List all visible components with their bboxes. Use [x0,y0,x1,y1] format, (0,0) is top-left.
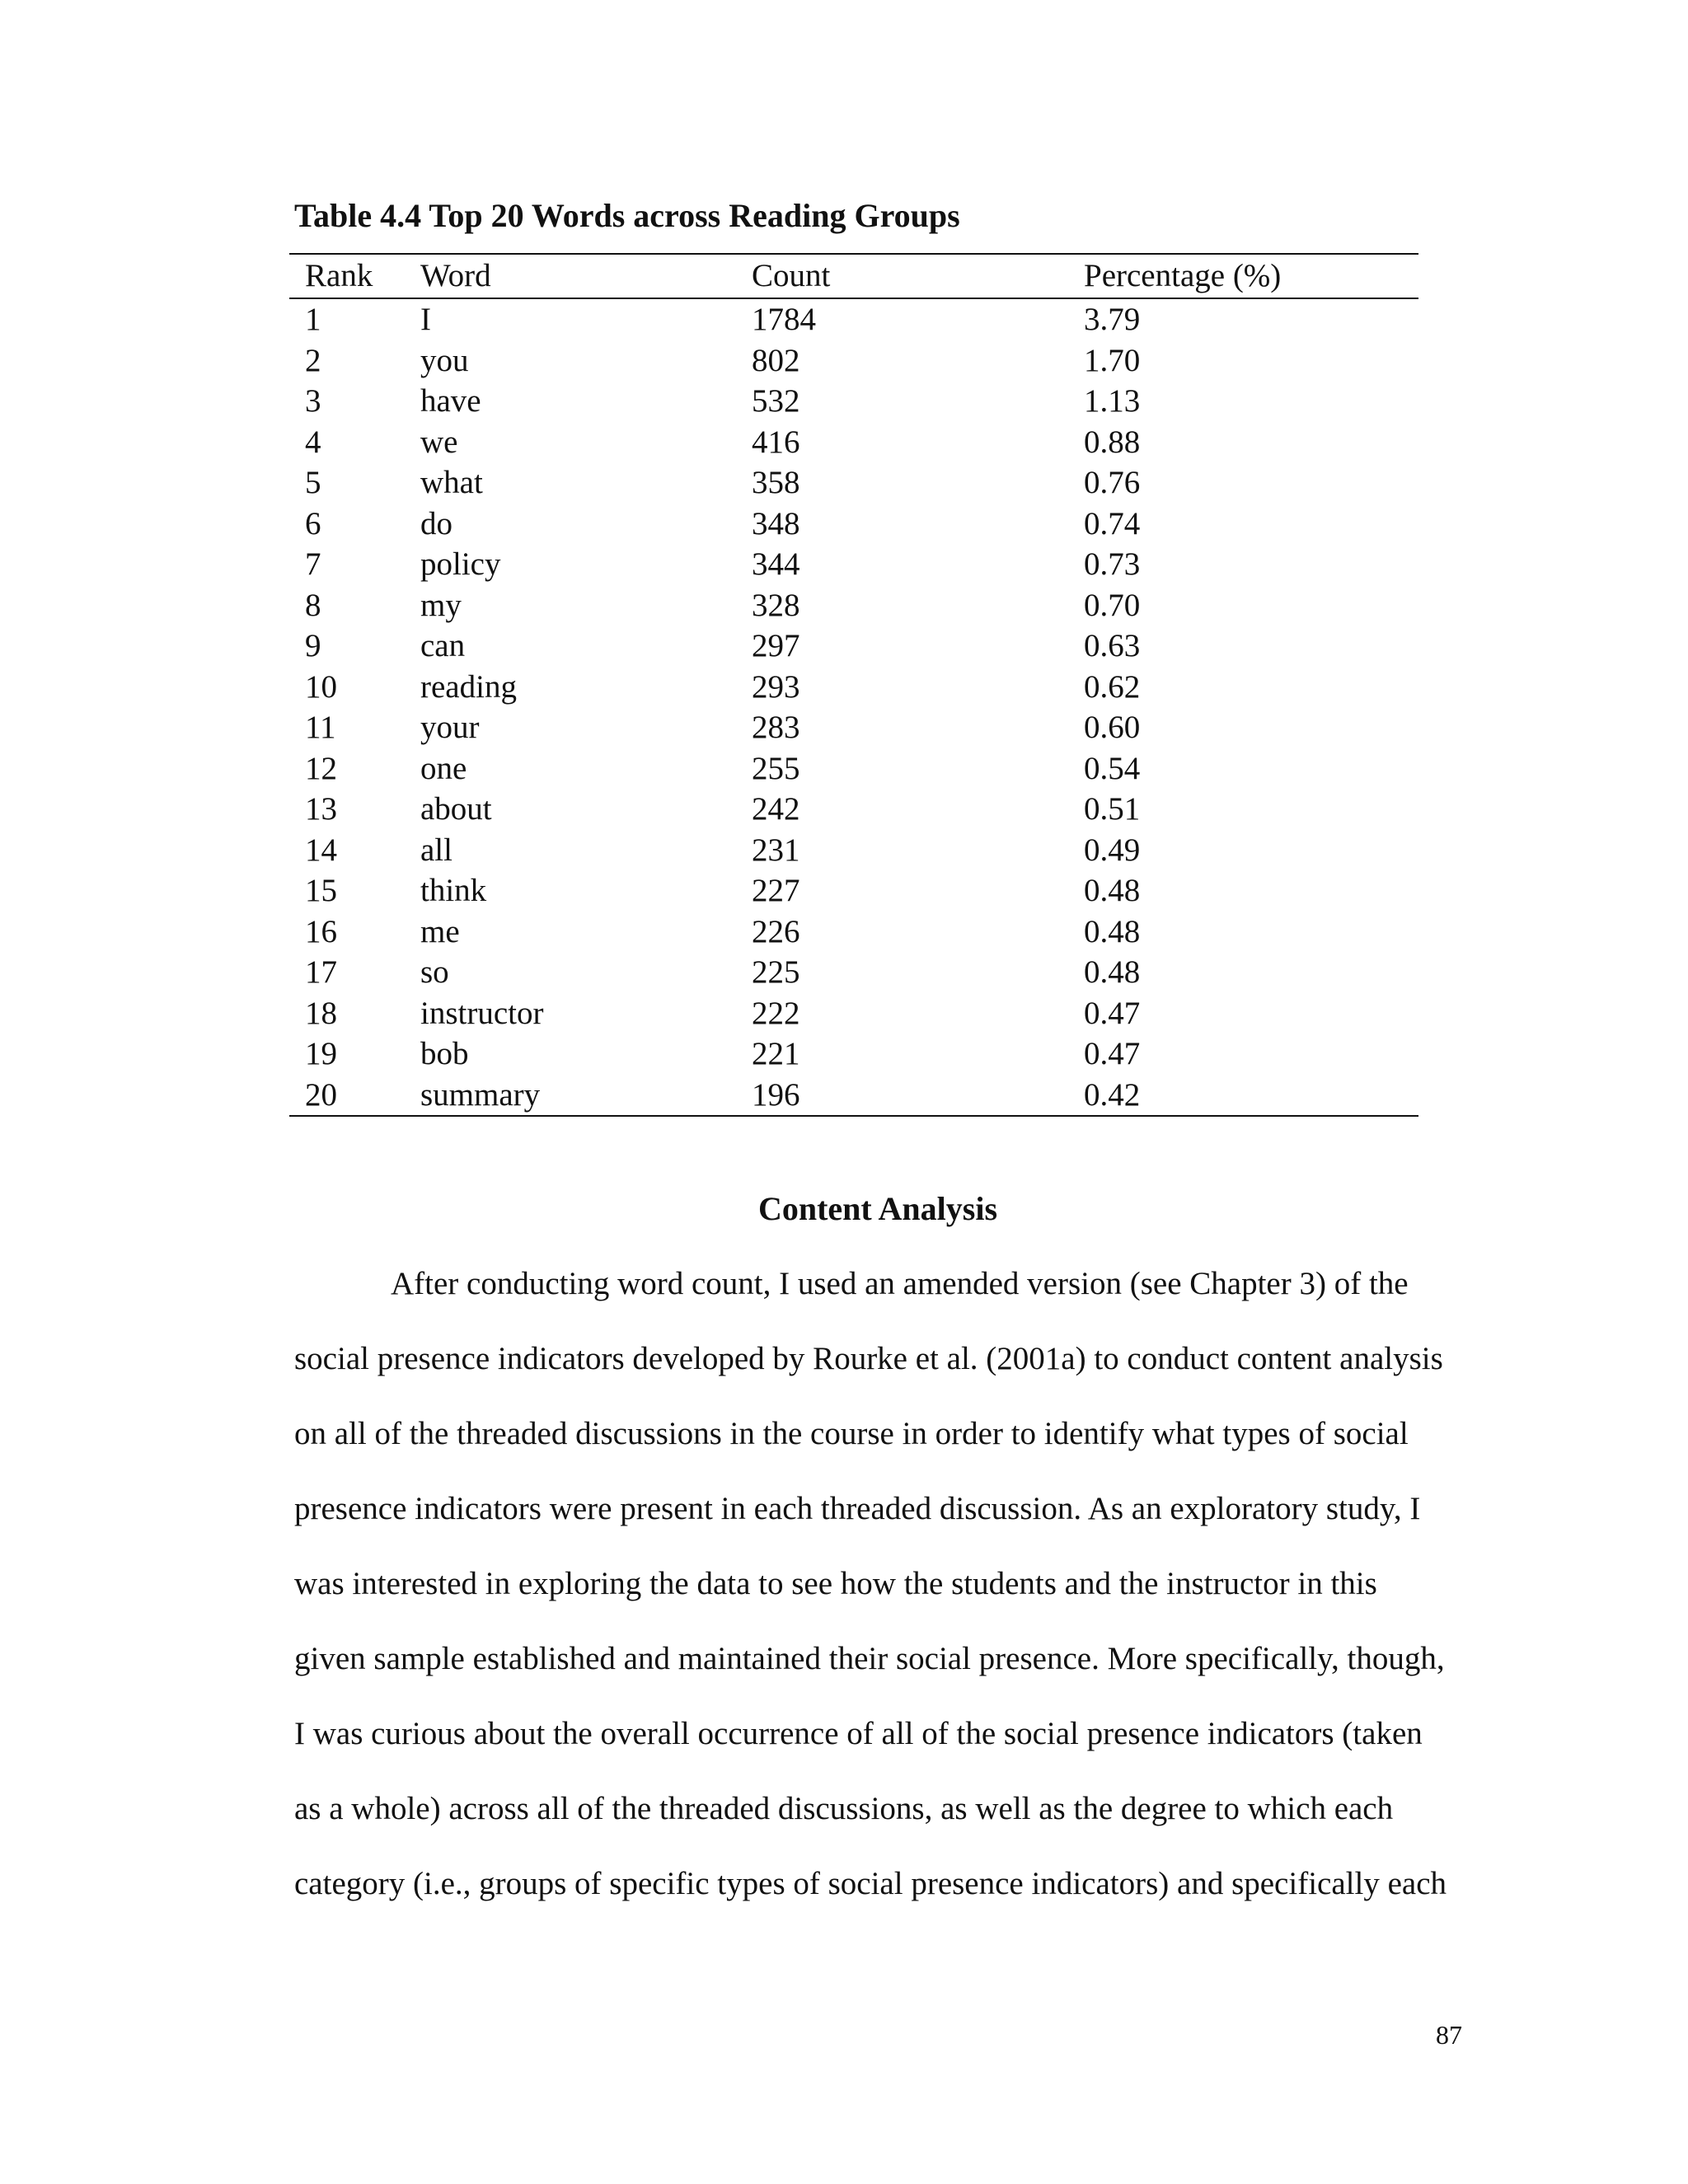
cell-percentage: 0.48 [1084,913,1141,949]
cell-count: 222 [752,995,800,1031]
table-row [289,585,1418,626]
table-row [289,912,1418,953]
cell-word: have [420,383,481,419]
cell-word: policy [420,546,501,582]
table-row [289,462,1418,504]
cell-percentage: 0.70 [1084,587,1141,623]
cell-count: 226 [752,913,800,949]
cell-percentage: 0.42 [1084,1076,1141,1113]
cell-count: 1784 [752,302,816,337]
table-row [289,993,1418,1034]
cell-count: 416 [752,424,800,460]
cell-count: 227 [752,873,800,908]
paragraph-line: social presence indicators developed by Rourke et al. (2001a) to conduct content analysis [294,1341,1443,1376]
cell-count: 348 [752,505,800,541]
cell-rank: 14 [305,832,337,868]
cell-percentage: 1.13 [1084,383,1141,419]
cell-percentage: 0.74 [1084,505,1141,541]
cell-percentage: 3.79 [1084,302,1141,337]
cell-rank: 20 [305,1076,337,1113]
paragraph-line: given sample established and maintained their social presence. More specifically, though, [294,1641,1445,1676]
cell-word: bob [420,1036,469,1071]
cell-percentage: 0.62 [1084,668,1141,705]
table-row [289,789,1418,830]
cell-word: you [420,342,469,378]
cell-percentage: 0.63 [1084,628,1141,663]
cell-rank: 11 [305,710,336,745]
cell-word: I [420,302,431,337]
header-count: Count [752,258,831,293]
paragraph-line: was interested in exploring the data to see how the students and the instructor in this [294,1566,1377,1601]
page-number: 87 [1436,2020,1462,2050]
cell-word: we [420,424,458,460]
cell-count: 242 [752,791,800,827]
cell-count: 225 [752,954,800,990]
cell-percentage: 1.70 [1084,342,1141,378]
cell-count: 344 [752,546,800,582]
cell-rank: 8 [305,587,321,623]
cell-word: my [420,587,462,623]
header-percentage: Percentage (%) [1084,258,1282,293]
cell-word: me [420,913,460,949]
cell-word: reading [420,668,517,705]
paragraph-line: on all of the threaded discussions in the course in order to identify what types of social [294,1416,1409,1451]
cell-percentage: 0.73 [1084,546,1141,582]
cell-percentage: 0.76 [1084,465,1141,500]
cell-rank: 16 [305,913,337,949]
cell-count: 802 [752,342,800,378]
table-row [289,340,1418,382]
table-body [289,299,1418,1115]
header-word: Word [420,258,491,293]
section-heading: Content Analysis [757,1190,998,1227]
cell-word: so [420,954,449,990]
table-header-row [289,255,1418,299]
paragraph-line: presence indicators were present in each threaded discussion. As an exploratory study, I [294,1491,1421,1526]
cell-count: 532 [752,383,800,419]
cell-percentage: 0.60 [1084,710,1141,745]
cell-rank: 15 [305,873,337,908]
cell-percentage: 0.49 [1084,832,1141,868]
table-row [289,952,1418,993]
cell-word: can [420,628,466,663]
table-row [289,544,1418,585]
cell-rank: 1 [305,302,321,337]
cell-rank: 2 [305,342,321,378]
cell-rank: 5 [305,465,321,500]
cell-rank: 7 [305,546,321,582]
body-paragraph [294,1259,1465,1934]
table-row [289,748,1418,790]
cell-rank: 13 [305,791,337,827]
cell-count: 297 [752,628,800,663]
paragraph-line: After conducting word count, I used an amended version (see Chapter 3) of the [391,1266,1409,1301]
cell-word: your [420,710,480,745]
cell-word: all [420,832,452,868]
cell-percentage: 0.47 [1084,1036,1141,1071]
table-row [289,504,1418,545]
cell-rank: 10 [305,668,337,705]
table-row [289,830,1418,871]
cell-count: 293 [752,668,800,705]
cell-word: one [420,750,467,786]
table-row [289,422,1418,463]
table-row [289,870,1418,912]
cell-count: 255 [752,750,800,786]
header-rank: Rank [305,258,373,293]
paragraph-line: as a whole) across all of the threaded discussions, as well as the degree to which each [294,1791,1394,1826]
cell-rank: 9 [305,628,321,663]
cell-count: 221 [752,1036,800,1071]
table-row [289,299,1418,340]
cell-count: 196 [752,1076,800,1113]
cell-percentage: 0.54 [1084,750,1141,786]
table-row [289,1033,1418,1075]
table-row [289,667,1418,708]
cell-count: 231 [752,832,800,868]
cell-word: summary [420,1076,541,1113]
paragraph-line: I was curious about the overall occurrence of all of the social presence indicators (taken [294,1716,1423,1751]
cell-count: 283 [752,710,800,745]
table-caption: Table 4.4 Top 20 Words across Reading Groups [294,197,960,234]
paragraph-line: category (i.e., groups of specific types of social presence indicators) and specifically each [294,1866,1447,1901]
cell-rank: 17 [305,954,337,990]
cell-word: think [420,873,487,908]
cell-percentage: 0.51 [1084,791,1141,827]
cell-percentage: 0.48 [1084,954,1141,990]
cell-rank: 3 [305,383,321,419]
word-frequency-table [289,253,1418,1117]
cell-percentage: 0.47 [1084,995,1141,1031]
cell-rank: 18 [305,995,337,1031]
cell-rank: 12 [305,750,337,786]
cell-rank: 4 [305,424,321,460]
cell-rank: 19 [305,1036,337,1071]
table-row [289,626,1418,667]
cell-count: 328 [752,587,800,623]
cell-word: what [420,465,483,500]
cell-word: instructor [420,995,544,1031]
cell-rank: 6 [305,505,321,541]
cell-percentage: 0.88 [1084,424,1141,460]
table-row [289,707,1418,748]
table-row [289,1075,1418,1116]
cell-percentage: 0.48 [1084,873,1141,908]
cell-count: 358 [752,465,800,500]
table-row [289,381,1418,422]
cell-word: do [420,505,452,541]
cell-word: about [420,791,492,827]
